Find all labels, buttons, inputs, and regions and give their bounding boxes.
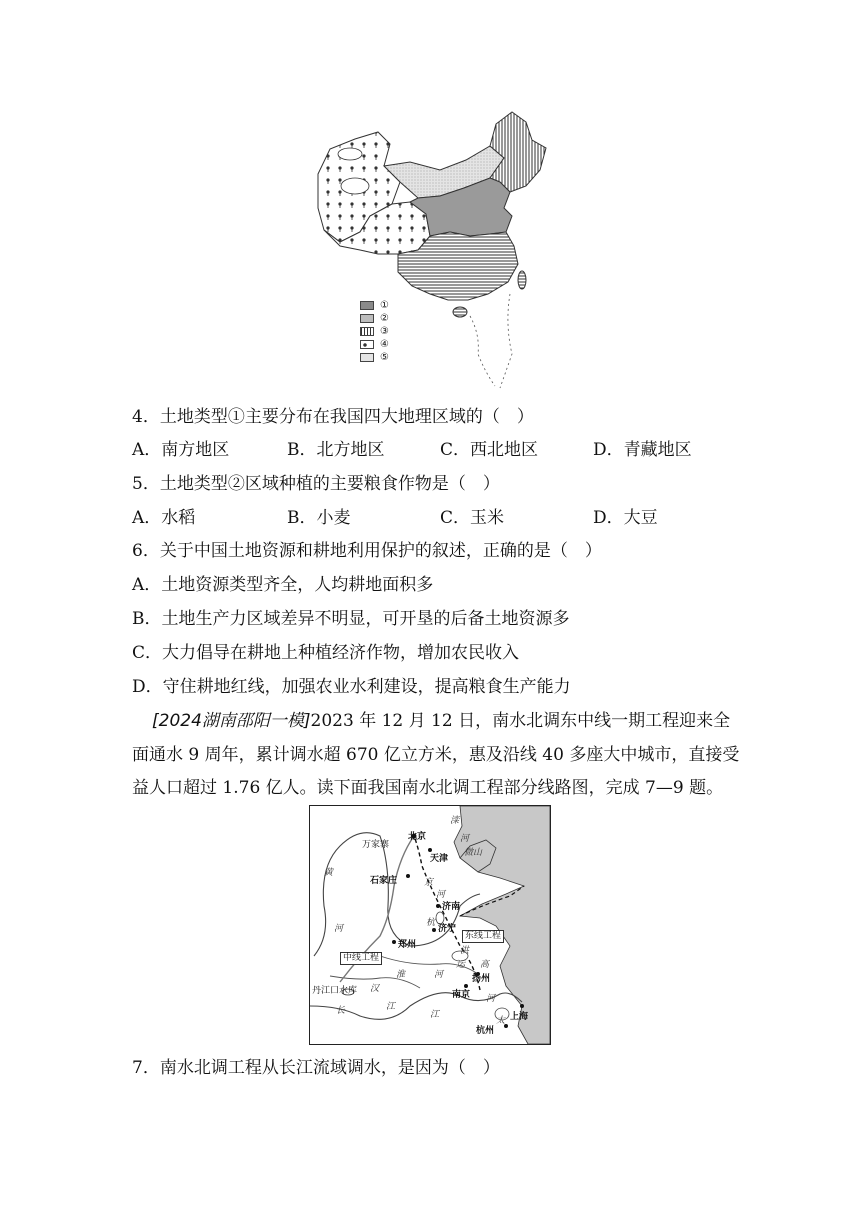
label-gaoyou: 高 (480, 960, 490, 970)
label-jinan: 济南 (442, 902, 461, 912)
label-zhengzhou: 郑州 (398, 940, 417, 950)
label-wanjiazhai: 万家寨 (362, 840, 390, 850)
q5-option-b[interactable]: B．小麦 (287, 508, 351, 528)
legend-swatch-1 (360, 301, 374, 310)
china-land-type-map (300, 104, 560, 394)
label-river-he-4: 河 (486, 994, 496, 1004)
label-beijing: 北京 (408, 832, 427, 842)
water-diversion-route-map (309, 805, 551, 1045)
passage-line-3: 益人口超过 1.76 亿人。读下面我国南水北调工程部分线路图，完成 7—9 题。 (132, 778, 724, 798)
label-river-jiang-1: 江 (386, 1002, 396, 1012)
question-6-stem: 6．关于中国土地资源和耕地利用保护的叙述，正确的是（ ） (132, 541, 602, 561)
passage-line-2: 面通水 9 周年，累计调水超 670 亿立方米，惠及沿线 40 多座大中城市，直接受 (132, 745, 740, 765)
label-river-he-1: 河 (334, 924, 344, 934)
label-river-chang: 长 (336, 1006, 346, 1016)
label-middle-route: 中线工程 (340, 952, 382, 965)
label-river-huang: 黄 (324, 868, 334, 878)
label-river-he-2: 河 (460, 834, 470, 844)
legend-swatch-2 (360, 314, 374, 323)
label-weishan: 微山 (464, 848, 483, 858)
label-river-jiang-2: 江 (430, 1010, 440, 1020)
label-hongze: 洪 (460, 946, 470, 956)
legend-swatch-3 (360, 327, 374, 336)
legend-label-2: ② (380, 313, 389, 324)
q4-option-d[interactable]: D．青藏地区 (593, 440, 692, 460)
q6-option-c[interactable]: C．大力倡导在耕地上种植经济作物，增加农民收入 (132, 643, 520, 663)
label-river-jing: 京 (424, 878, 434, 888)
passage-line-1-text: 2023 年 12 月 12 日，南水北调东中线一期工程迎来全 (310, 711, 731, 731)
legend-label-5: ⑤ (380, 352, 389, 363)
q4-option-a[interactable]: A．南方地区 (132, 440, 230, 460)
label-river-hang: 杭 (426, 918, 436, 928)
china-map-graphic (300, 104, 560, 394)
label-shanghai: 上海 (510, 1012, 529, 1022)
q5-option-d[interactable]: D．大豆 (593, 508, 658, 528)
label-shijiazhuang: 石家庄 (370, 876, 398, 886)
q5-option-c[interactable]: C．玉米 (440, 508, 505, 528)
legend-label-1: ① (380, 300, 389, 311)
q6-option-b[interactable]: B．土地生产力区域差异不明显，可开垦的后备土地资源多 (132, 609, 570, 629)
legend-label-3: ③ (380, 326, 389, 337)
label-east-route: 东线工程 (462, 930, 504, 943)
label-river-yun: 运 (456, 960, 466, 970)
question-4-stem: 4．土地类型①主要分布在我国四大地理区域的（ ） (132, 407, 534, 427)
label-river-huai: 淮 (396, 970, 406, 980)
label-river-he-5: 河 (436, 890, 446, 900)
label-hangzhou: 杭州 (476, 1026, 495, 1036)
legend-swatch-5 (360, 353, 374, 362)
q4-option-b[interactable]: B．北方地区 (287, 440, 385, 460)
label-danjiangkou: 丹江口水库 (312, 986, 358, 996)
legend-swatch-4 (360, 340, 374, 349)
passage-source: [2024湖南邵阳一模] (152, 711, 311, 731)
question-5-stem: 5．土地类型②区域种植的主要粮食作物是（ ） (132, 474, 500, 494)
passage-line-1 (152, 709, 730, 733)
label-river-he-3: 河 (434, 970, 444, 980)
q6-option-a[interactable]: A．土地资源类型齐全，人均耕地面积多 (132, 575, 434, 595)
label-river-han: 汉 (370, 984, 380, 994)
label-taihu: 太 (496, 1016, 506, 1026)
legend-label-4: ④ (380, 339, 389, 350)
q4-option-c[interactable]: C．西北地区 (440, 440, 539, 460)
q6-option-d[interactable]: D．守住耕地红线，加强农业水利建设，提高粮食生产能力 (132, 677, 571, 697)
label-jining: 济宁 (438, 924, 457, 934)
label-yangzhou: 扬州 (472, 974, 491, 984)
label-nanjing: 南京 (452, 990, 471, 1000)
label-tianjin: 天津 (430, 854, 449, 864)
q5-option-a[interactable]: A．水稻 (132, 508, 196, 528)
label-river-luan: 滦 (450, 816, 460, 826)
question-7-stem: 7．南水北调工程从长江流域调水，是因为（ ） (132, 1058, 500, 1078)
